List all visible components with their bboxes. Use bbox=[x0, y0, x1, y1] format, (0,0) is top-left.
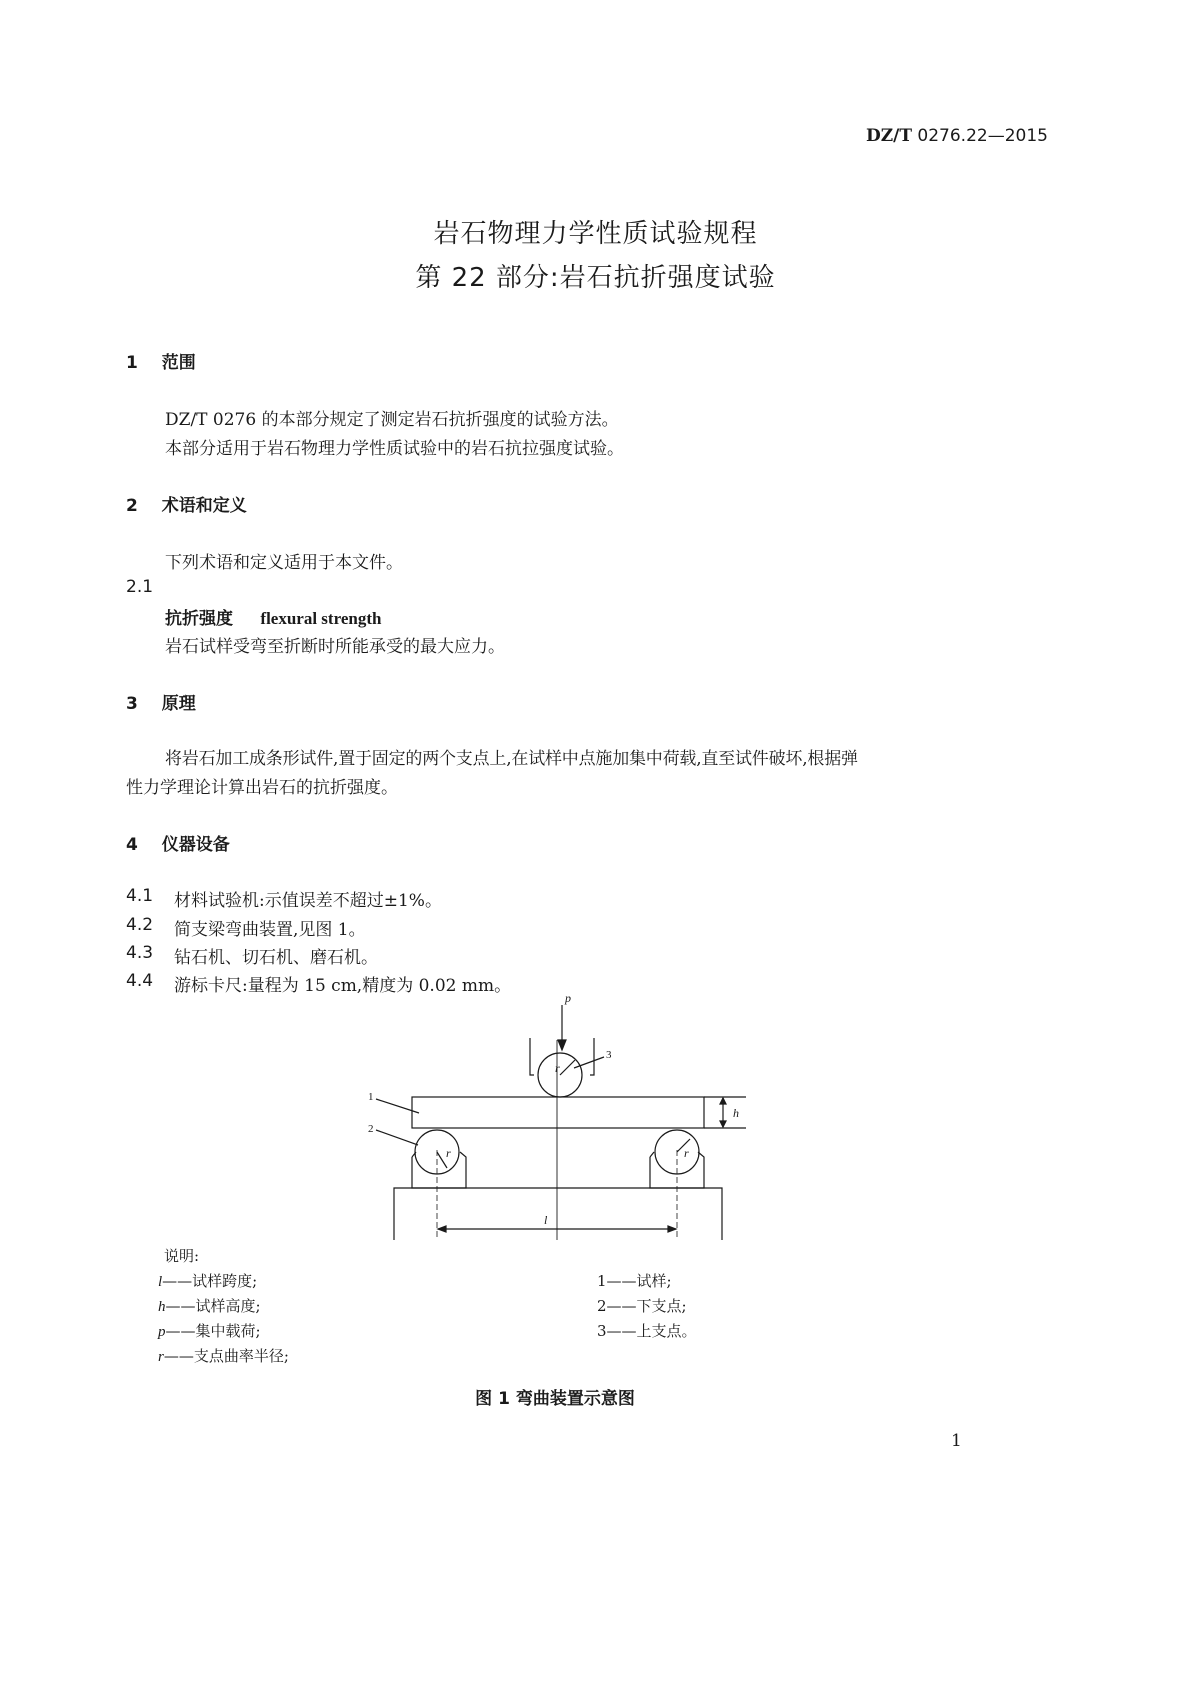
legend-entry: 3——上支点。 bbox=[597, 1322, 697, 1340]
upper-bracket-left bbox=[530, 1038, 534, 1075]
section-number: 4 bbox=[126, 835, 138, 855]
load-arrow-head bbox=[558, 1040, 566, 1050]
label-h: h bbox=[733, 1106, 739, 1120]
legend-title: 说明: bbox=[164, 1247, 200, 1265]
item-text: 游标卡尺:量程为 15 cm,精度为 0.02 mm。 bbox=[174, 976, 512, 996]
document-title: 岩石物理力学性质试验规程 bbox=[433, 219, 758, 249]
legend-entry bbox=[158, 1295, 261, 1316]
equipment-item bbox=[126, 971, 512, 996]
base-frame bbox=[394, 1188, 722, 1240]
standard-code: 0276.22—2015 bbox=[917, 126, 1048, 146]
legend-symbol: r bbox=[158, 1349, 164, 1365]
standard-prefix: DZ/T bbox=[866, 126, 913, 146]
figure-caption: 图 1 弯曲装置示意图 bbox=[475, 1389, 635, 1409]
item-text: 钻石机、切石机、磨石机。 bbox=[174, 948, 378, 968]
callout-2: 2 bbox=[368, 1123, 374, 1135]
section-number: 2 bbox=[126, 496, 138, 516]
section-1-heading bbox=[126, 348, 196, 373]
item-text: 简支梁弯曲装置,见图 1。 bbox=[174, 920, 366, 940]
legend-text: ——试样跨度; bbox=[162, 1272, 258, 1290]
legend-text: ——集中载荷; bbox=[165, 1322, 261, 1340]
subsection-2-1-number: 2.1 bbox=[126, 577, 154, 597]
section-title: 仪器设备 bbox=[161, 835, 230, 855]
legend-symbol: p bbox=[158, 1324, 166, 1340]
bending-apparatus-diagram bbox=[360, 990, 760, 1240]
equipment-item bbox=[126, 943, 378, 968]
term-entry bbox=[165, 604, 381, 629]
section-3-para-line-1: 将岩石加工成条形试件,置于固定的两个支点上,在试样中点施加集中荷载,直至试件破坏,根据弹 bbox=[165, 749, 858, 769]
section-4-heading bbox=[126, 830, 230, 855]
legend-text: ——试样高度; bbox=[165, 1297, 261, 1315]
term-chinese: 抗折强度 bbox=[165, 609, 233, 629]
leader-2 bbox=[376, 1130, 418, 1145]
legend-entry bbox=[158, 1270, 257, 1291]
legend-symbol: h bbox=[158, 1299, 166, 1315]
label-r-upper: r bbox=[555, 1061, 560, 1075]
section-number: 3 bbox=[126, 694, 138, 714]
upper-bracket-right bbox=[590, 1038, 594, 1075]
item-number: 4.3 bbox=[126, 943, 154, 963]
equipment-item bbox=[126, 886, 442, 911]
legend-entry: 2——下支点; bbox=[597, 1297, 687, 1315]
item-number: 4.2 bbox=[126, 915, 154, 935]
section-1-para-2: 本部分适用于岩石物理力学性质试验中的岩石抗拉强度试验。 bbox=[165, 439, 624, 459]
section-3-heading bbox=[126, 689, 196, 714]
label-p: p bbox=[565, 991, 571, 1005]
term-definition: 岩石试样受弯至折断时所能承受的最大应力。 bbox=[165, 637, 505, 657]
document-subtitle: 第 22 部分:岩石抗折强度试验 bbox=[415, 263, 776, 293]
section-3-para-line-2: 性力学理论计算出岩石的抗折强度。 bbox=[126, 778, 398, 798]
callout-3: 3 bbox=[606, 1049, 612, 1061]
label-l: l bbox=[544, 1213, 548, 1227]
legend-entry: 1——试样; bbox=[597, 1272, 672, 1290]
section-title: 范围 bbox=[161, 353, 196, 373]
specimen-bar bbox=[412, 1097, 704, 1128]
item-text: 材料试验机:示值误差不超过±1%。 bbox=[174, 891, 442, 911]
page-number: 1 bbox=[951, 1431, 962, 1451]
section-number: 1 bbox=[126, 353, 138, 373]
legend-text: ——支点曲率半径; bbox=[163, 1347, 289, 1365]
section-title: 原理 bbox=[161, 694, 196, 714]
label-r-left: r bbox=[446, 1146, 451, 1160]
upper-roller-radius bbox=[560, 1060, 575, 1075]
legend-entry bbox=[158, 1320, 261, 1341]
legend-symbol: l bbox=[158, 1274, 163, 1290]
equipment-item bbox=[126, 915, 366, 940]
standard-number bbox=[866, 126, 1048, 146]
item-number: 4.4 bbox=[126, 971, 154, 991]
section-2-para-1: 下列术语和定义适用于本文件。 bbox=[165, 553, 403, 573]
item-number: 4.1 bbox=[126, 886, 154, 906]
callout-1: 1 bbox=[368, 1091, 374, 1103]
legend-entry bbox=[158, 1345, 289, 1366]
section-2-heading bbox=[126, 491, 247, 516]
term-english: flexural strength bbox=[260, 609, 382, 628]
section-1-para-1: DZ/T 0276 的本部分规定了测定岩石抗折强度的试验方法。 bbox=[165, 410, 619, 430]
label-r-right: r bbox=[684, 1146, 689, 1160]
section-title: 术语和定义 bbox=[161, 496, 247, 516]
